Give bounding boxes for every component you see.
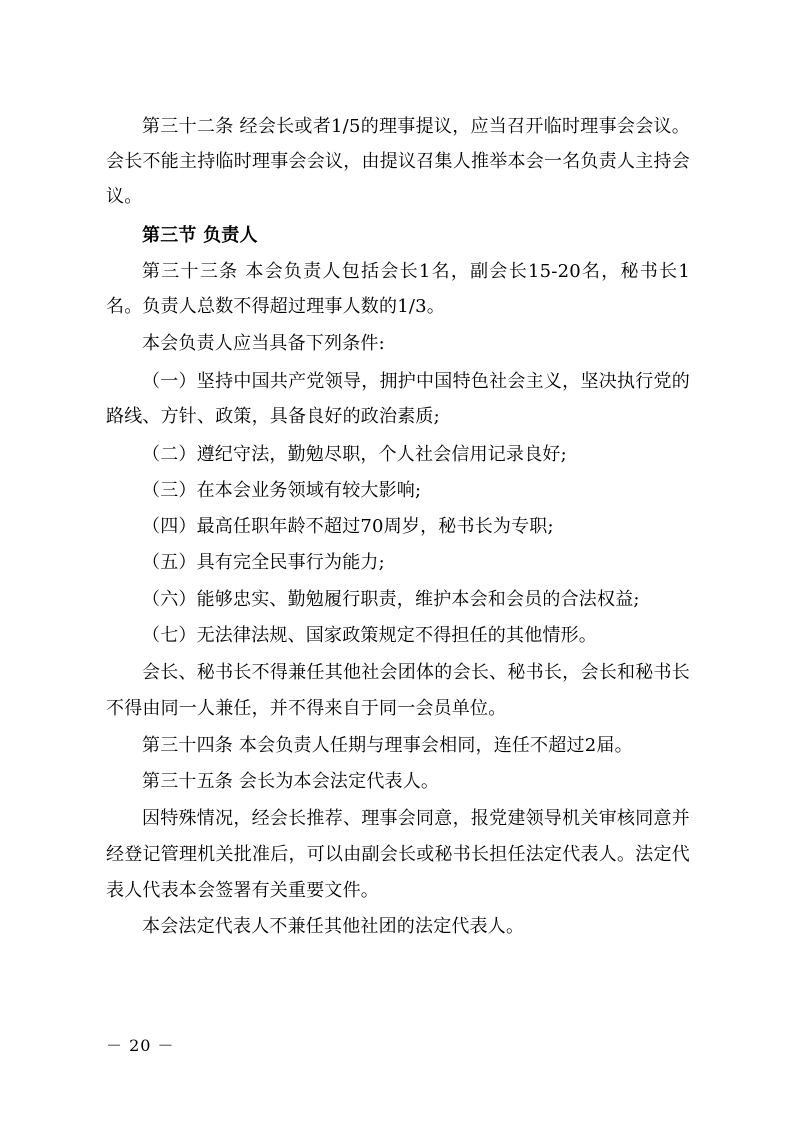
legal-rep-restriction: 本会法定代表人不兼任其他社团的法定代表人。: [142, 916, 525, 937]
special-case-line-1: 因特殊情况，经会长推荐、理事会同意，报党建领导机关审核同意并: [142, 808, 690, 829]
article-34: 第三十四条 本会负责人任期与理事会相同，连任不超过2届。: [142, 735, 633, 756]
conditions-intro: 本会负责人应当具备下列条件:: [142, 333, 385, 354]
article-33-line-1: 第三十三条 本会负责人包括会长1名，副会长15-20名，秘书长1: [142, 261, 690, 282]
article-32-line-1: 第三十二条 经会长或者1/5的理事提议，应当召开临时理事会会议。: [142, 116, 690, 137]
condition-1-line-2: 路线、方针、政策，具备良好的政治素质;: [106, 406, 440, 427]
condition-7: （七）无法律法规、国家政策规定不得担任的其他情形。: [142, 625, 597, 646]
article-33-line-2: 名。负责人总数不得超过理事人数的1/3。: [106, 296, 445, 317]
special-case-line-2: 经登记管理机关批准后，可以由副会长或秘书长担任法定代表人。法定代: [106, 844, 690, 865]
special-case-line-3: 表人代表本会签署有关重要文件。: [106, 880, 379, 901]
page-number: － 20 －: [106, 1036, 175, 1055]
condition-4: （四）最高任职年龄不超过70周岁，秘书长为专职;: [142, 516, 554, 537]
condition-6: （六）能够忠实、勤勉履行职责，维护本会和会员的合法权益;: [142, 589, 640, 610]
article-32-line-3: 议。: [106, 186, 143, 207]
condition-2: （二）遵纪守法，勤勉尽职，个人社会信用记录良好;: [142, 444, 567, 465]
condition-5: （五）具有完全民事行为能力;: [142, 552, 385, 573]
article-32-line-2: 会长不能主持临时理事会会议，由提议召集人推举本会一名负责人主持会: [106, 151, 690, 172]
restriction-line-2: 不得由同一人兼任，并不得来自于同一会员单位。: [106, 698, 507, 719]
restriction-line-1: 会长、秘书长不得兼任其他社会团体的会长、秘书长，会长和秘书长: [142, 662, 690, 683]
condition-3: （三）在本会业务领域有较大影响;: [142, 480, 422, 501]
condition-1-line-1: （一）坚持中国共产党领导，拥护中国特色社会主义，坚决执行党的: [142, 371, 690, 392]
section-heading: 第三节 负责人: [142, 225, 258, 246]
article-35: 第三十五条 会长为本会法定代表人。: [142, 771, 440, 792]
